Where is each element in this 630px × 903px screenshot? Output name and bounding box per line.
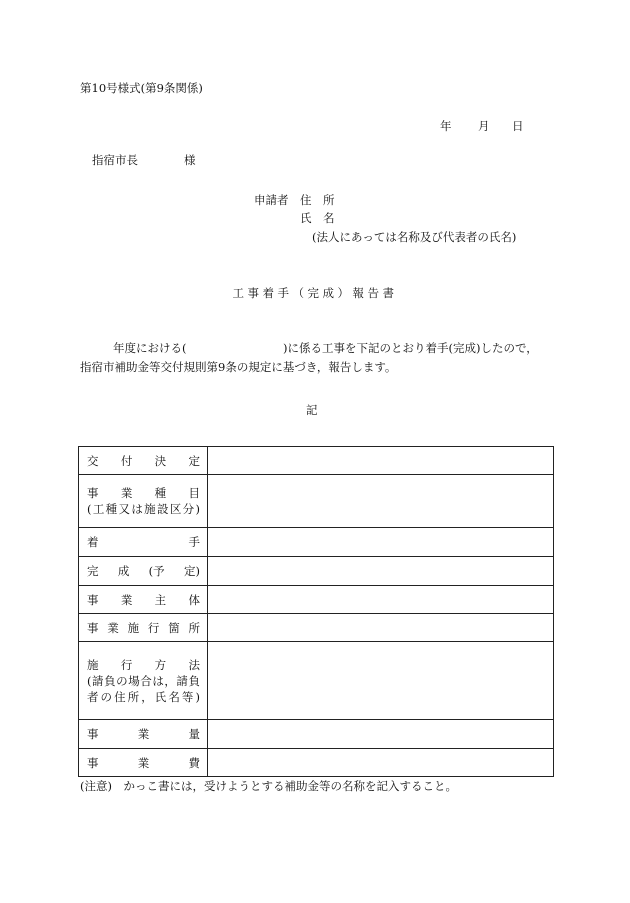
addressee-honorific: 様 <box>184 153 196 167</box>
label-char: 主 <box>154 592 167 607</box>
label-char: 箇 <box>168 620 180 635</box>
row-label <box>87 657 200 673</box>
label-char: 施 <box>127 620 140 635</box>
label-char: 所 <box>188 620 200 635</box>
label-char: 業 <box>137 727 150 741</box>
row-label-sub: (請負の場合は，請負者の住所，氏名等) <box>87 673 200 704</box>
row-label-cell <box>79 749 208 777</box>
row-value-cell <box>208 586 554 614</box>
row-label <box>87 726 200 742</box>
label-char: 業 <box>120 486 133 500</box>
table-row <box>79 528 554 557</box>
row-label-cell <box>79 642 208 720</box>
label-char: 事 <box>87 727 99 741</box>
label-char: 定) <box>183 564 200 578</box>
label-char: 決 <box>154 453 167 468</box>
row-label-cell <box>79 528 208 557</box>
row-label <box>87 592 200 608</box>
applicant-name-label: 氏 名 <box>300 211 335 225</box>
label-char: 方 <box>154 657 167 672</box>
date-month-label: 月 <box>478 119 490 133</box>
table-row <box>79 720 554 749</box>
label-char: 事 <box>87 755 99 770</box>
form-number: 第10号様式(第9条関係) <box>80 81 203 95</box>
report-table <box>78 446 554 777</box>
label-char: 完 <box>87 564 99 578</box>
row-value-cell <box>208 475 554 528</box>
label-char: 法 <box>188 657 200 672</box>
label-char: 事 <box>87 592 99 607</box>
row-label <box>87 485 200 501</box>
label-char: 交 <box>87 453 99 468</box>
label-char: 成 <box>117 564 130 578</box>
label-char: 付 <box>120 453 133 468</box>
row-label-cell <box>79 720 208 749</box>
label-char: (予 <box>148 564 165 578</box>
body-line1-suffix: )に係る工事を下記のとおり着手(完成)したので， <box>283 341 538 355</box>
table-row <box>79 642 554 720</box>
table-row <box>79 614 554 642</box>
label-char: 施 <box>87 657 99 672</box>
row-label <box>87 453 200 469</box>
row-label <box>87 563 200 579</box>
date-day-label: 日 <box>512 119 524 133</box>
footnote: (注意) かっこ書には，受けようとする補助金等の名称を記入すること。 <box>80 779 457 793</box>
addressee-name: 指宿市長 <box>92 153 138 167</box>
label-char: 種 <box>154 486 167 500</box>
applicant-address-label: 住 所 <box>300 193 335 207</box>
row-value-cell <box>208 720 554 749</box>
table-row <box>79 475 554 528</box>
label-char: 業 <box>120 592 133 607</box>
table-row <box>79 749 554 777</box>
applicant-name-note: (法人にあっては名称及び代表者の氏名) <box>312 230 517 244</box>
row-label-cell <box>79 557 208 586</box>
row-value-cell <box>208 528 554 557</box>
label-char: 業 <box>137 755 150 770</box>
label-char: 事 <box>87 486 99 500</box>
applicant-label: 申請者 <box>254 193 289 207</box>
label-char: 行 <box>120 657 133 672</box>
body-line2: 指宿市補助金等交付規則第9条の規定に基づき，報告します。 <box>80 360 397 374</box>
row-value-cell <box>208 749 554 777</box>
row-label <box>87 620 200 636</box>
row-label-cell <box>79 614 208 642</box>
table-row <box>79 557 554 586</box>
label-char: 行 <box>147 620 160 635</box>
row-label <box>87 755 200 771</box>
row-label-sub: (工種又は施設区分) <box>87 502 200 516</box>
ki-heading: 記 <box>306 403 318 417</box>
label-char: 費 <box>188 755 200 770</box>
row-label <box>87 534 200 550</box>
label-char: 体 <box>188 592 200 607</box>
label-char: 定 <box>188 453 200 468</box>
row-value-cell <box>208 614 554 642</box>
document-title: 工事着手（完成）報告書 <box>232 286 398 300</box>
row-label-cell <box>79 475 208 528</box>
label-char: 業 <box>107 620 119 635</box>
table-row <box>79 447 554 475</box>
row-value-cell <box>208 642 554 720</box>
label-char: 手 <box>188 535 200 549</box>
table-row <box>79 586 554 614</box>
row-label-cell <box>79 447 208 475</box>
label-char: 目 <box>188 486 200 500</box>
body-line1-prefix: 年度における( <box>113 341 187 355</box>
row-value-cell <box>208 447 554 475</box>
label-char: 着 <box>87 535 99 549</box>
label-char: 量 <box>188 727 200 741</box>
row-value-cell <box>208 557 554 586</box>
date-year-label: 年 <box>440 119 452 133</box>
label-char: 事 <box>87 620 99 635</box>
row-label-cell <box>79 586 208 614</box>
